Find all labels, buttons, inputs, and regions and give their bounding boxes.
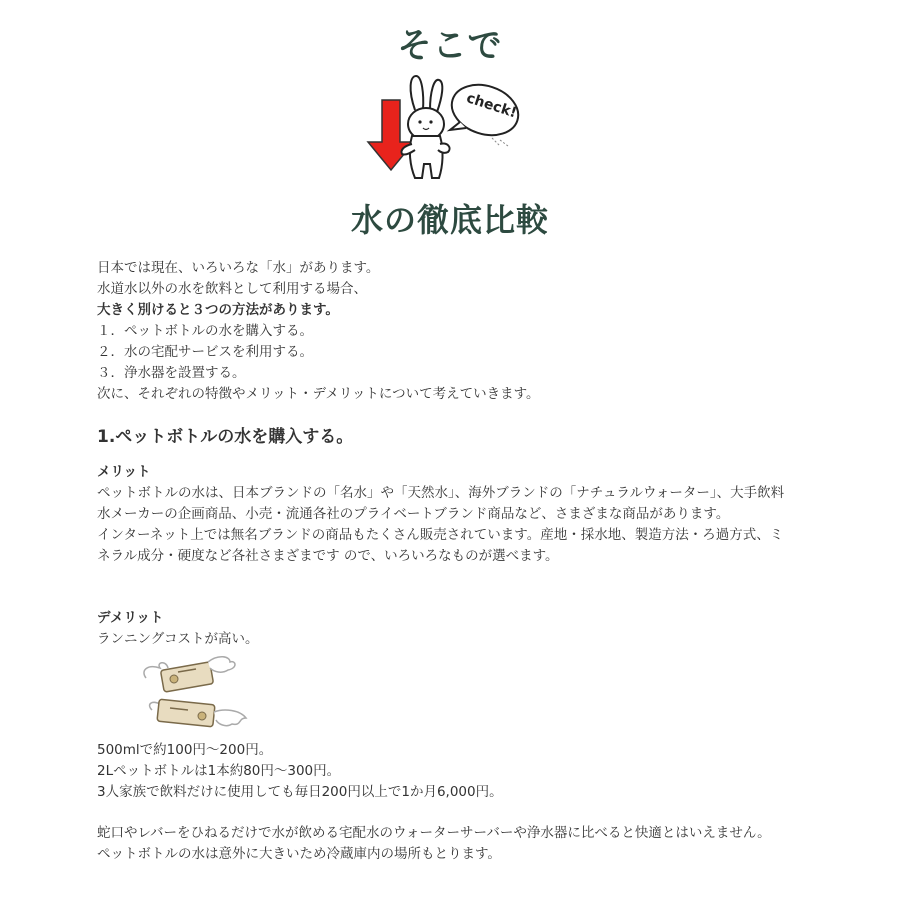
demerit-label: デメリット xyxy=(97,610,164,626)
speech-bubble-icon xyxy=(445,77,525,146)
closing-paragraph: ペットボトルの水は意外に大きいため冷蔵庫内の場所もとります。 xyxy=(97,846,501,862)
intro-line: 日本では現在、いろいろな「水」があります。 xyxy=(97,260,380,276)
price-line: 500mlで約100円～200円。 xyxy=(97,742,273,758)
rabbit-icon xyxy=(401,76,449,178)
merit-paragraph: インターネット上では無名ブランドの商品もたくさん販売されています。産地・採水地、製造方法・ろ過方式、ミネラル成分・硬度など各社さまざまです ので、いろいろなものが選べます。 xyxy=(97,527,784,564)
intro-line: 次に、それぞれの特徴やメリット・デメリットについて考えていきます。 xyxy=(97,386,540,402)
intro-section xyxy=(97,258,787,405)
price-line: 2Lペットボトルは1本約80円～300円。 xyxy=(97,763,341,779)
rabbit-check-illustration xyxy=(360,70,530,188)
method-item: １．ペットボトルの水を購入する。 xyxy=(97,323,313,339)
closing-section xyxy=(97,823,792,865)
heading-top: そこで xyxy=(397,26,503,66)
closing-paragraph: 蛇口やレバーをひねるだけで水が飲める宅配水のウォーターサーバーや浄水器に比べると快適とはいえません。 xyxy=(97,825,771,841)
intro-bold-line: 大きく別けると３つの方法があります。 xyxy=(97,302,339,318)
check-label: check! xyxy=(464,90,519,122)
flying-money-icon xyxy=(138,652,253,734)
page-title: 水の徹底比較 xyxy=(350,201,549,239)
merit-label: メリット xyxy=(97,464,151,480)
method-item: ３．浄水器を設置する。 xyxy=(97,365,246,381)
section-title: 1.ペットボトルの水を購入する。 xyxy=(97,427,354,447)
demerit-section xyxy=(97,608,792,650)
method-item: ２．水の宅配サービスを利用する。 xyxy=(97,344,313,360)
down-arrow-icon xyxy=(368,100,414,170)
price-line: 3人家族で飲料だけに使用しても毎日200円以上で1か月6,000円。 xyxy=(97,784,503,800)
demerit-line: ランニングコストが高い。 xyxy=(97,631,259,647)
merit-section xyxy=(97,462,792,567)
intro-line: 水道水以外の水を飲料として利用する場合、 xyxy=(97,281,367,297)
merit-paragraph: ペットボトルの水は、日本ブランドの「名水」や「天然水」、海外ブランドの「ナチュラルウォーター」、大手飲料水メーカーの企画商品、小売・流通各社のプライベートブランド商品など、さまざまな商品があります。 xyxy=(97,485,785,522)
price-section xyxy=(97,740,792,803)
